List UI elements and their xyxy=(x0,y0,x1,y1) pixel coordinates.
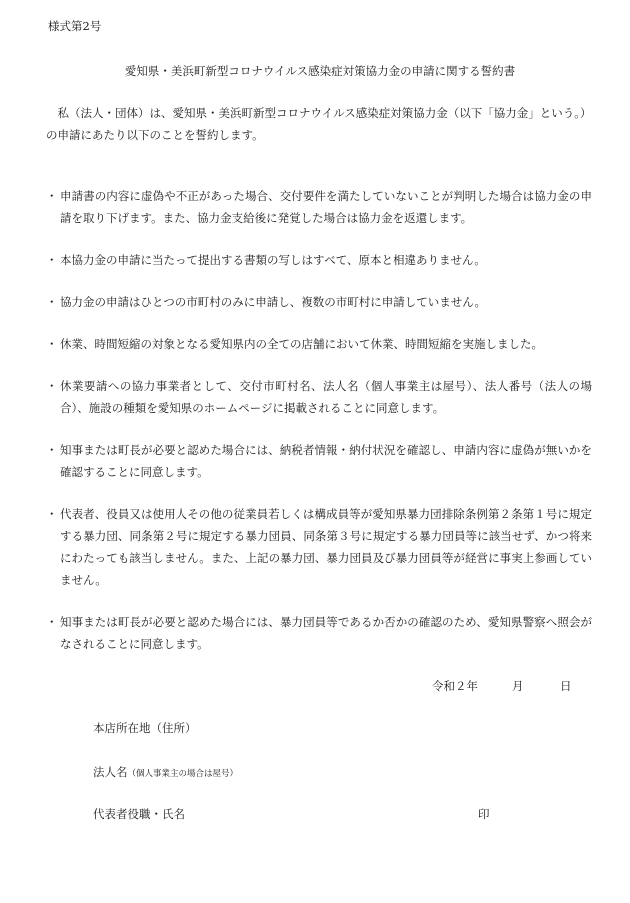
pledge-list xyxy=(46,185,592,675)
bullet: ・ xyxy=(46,189,58,203)
corp-name-note: （個人事業主の場合は屋号） xyxy=(127,769,239,779)
date-era: 令和２年 xyxy=(432,679,478,693)
seal-mark: 印 xyxy=(478,807,490,821)
pledge-text: 協力金の申請はひとつの市町村のみに申請し、複数の市町村に申請していません。 xyxy=(60,295,486,309)
date-month: 月 xyxy=(512,679,524,693)
form-number: 様式第2号 xyxy=(48,19,102,33)
bullet: ・ xyxy=(46,443,58,457)
pledge-item xyxy=(46,291,592,313)
date-line xyxy=(432,678,572,695)
pledge-item xyxy=(46,375,592,419)
corp-name-field-label xyxy=(93,764,238,781)
document-title: 愛知県・美浜町新型コロナウイルス感染症対策協力金の申請に関する誓約書 xyxy=(124,64,516,78)
address-field-label: 本店所在地（住所） xyxy=(93,721,197,735)
pledge-item xyxy=(46,185,592,229)
pledge-item xyxy=(46,503,592,591)
bullet: ・ xyxy=(46,295,58,309)
pledge-text: 知事または町長が必要と認めた場合には、納税者情報・納付状況を確認し、申請内容に虚偽が無いかを確認することに同意します。 xyxy=(60,443,592,479)
bullet: ・ xyxy=(46,379,58,393)
bullet: ・ xyxy=(46,615,58,629)
intro-paragraph: 私（法人・団体）は、愛知県・美浜町新型コロナウイルス感染症対策協力金（以下「協力金」という。）の申請にあたり以下のことを誓約します。 xyxy=(46,106,586,142)
pledge-text: 休業要請への協力事業者として、交付市町村名、法人名（個人事業主は屋号）、法人番号（法人の場合）、施設の種類を愛知県のホームページに掲載されることに同意します。 xyxy=(60,379,592,415)
corp-name-label: 法人名 xyxy=(93,765,128,779)
pledge-item xyxy=(46,249,592,271)
pledge-item xyxy=(46,611,592,655)
pledge-item xyxy=(46,333,592,355)
pledge-text: 申請書の内容に虚偽や不正があった場合、交付要件を満たしていないことが判明した場合は協力金の申請を取り下げます。また、協力金支給後に発覚した場合は協力金を返還します。 xyxy=(60,189,592,225)
pledge-text: 本協力金の申請に当たって提出する書類の写しはすべて、原本と相違ありません。 xyxy=(60,253,486,267)
bullet: ・ xyxy=(46,253,58,267)
pledge-text: 代表者、役員又は使用人その他の従業員若しくは構成員等が愛知県暴力団排除条例第２条第１号に規定する暴力団、同条第２号に規定する暴力団員、同条第３号に規定する暴力団員等に該当せず、かつ将来にわたっても該当しません。また、上記の暴力団、暴力団員及び暴力団員等が経営に事実上参画していません。 xyxy=(60,507,592,587)
representative-field-label: 代表者役職・氏名 xyxy=(93,807,185,821)
pledge-item xyxy=(46,439,592,483)
date-day: 日 xyxy=(560,679,572,693)
pledge-text: 知事または町長が必要と認めた場合には、暴力団員等であるか否かの確認のため、愛知県警察へ照会がなされることに同意します。 xyxy=(60,615,592,651)
bullet: ・ xyxy=(46,507,58,521)
pledge-text: 休業、時間短縮の対象となる愛知県内の全ての店舗において休業、時間短縮を実施しました。 xyxy=(60,337,543,351)
bullet: ・ xyxy=(46,337,58,351)
